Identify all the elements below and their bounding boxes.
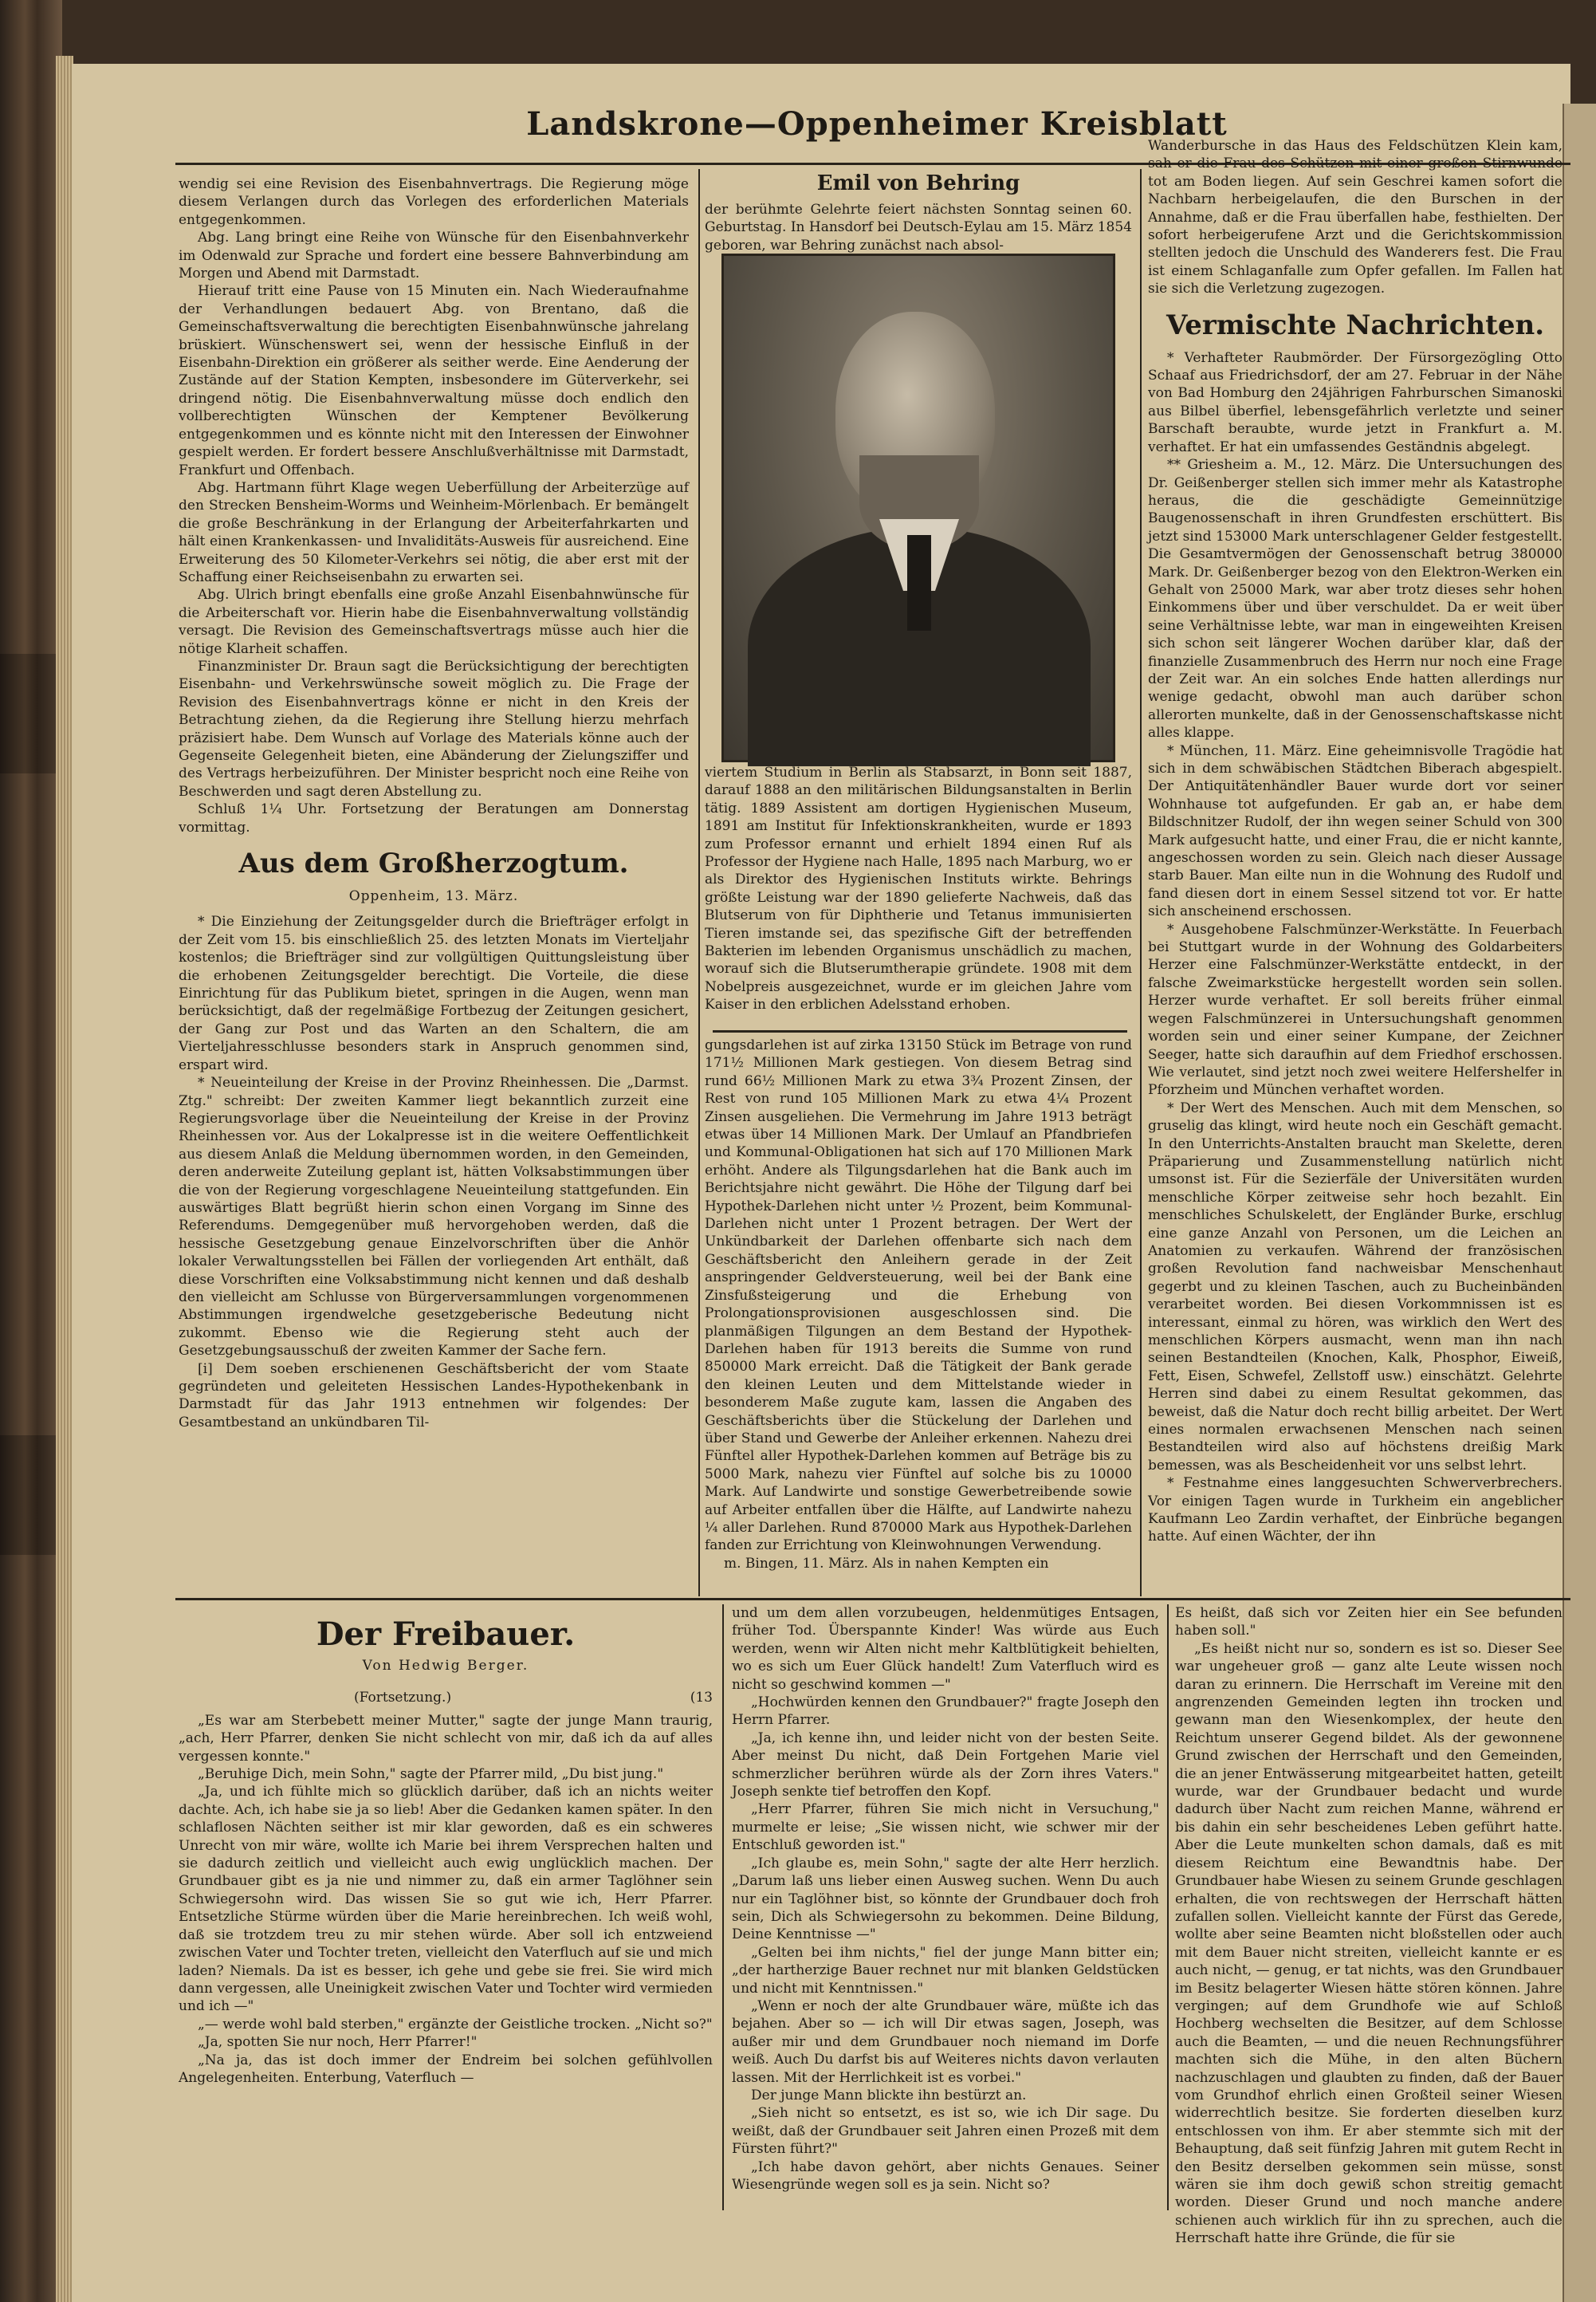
portrait-photo [721,254,1115,762]
news-item: * Festnahme eines langgesuchten Schwerverbrechers. Vor einigen Tagen wurde in Turkheim ein angeblicher Kaufmann Leo Zardin verhaftet, der Einbrüche begangen hatte. Auf einen Wächter, der ihn [1148,1475,1563,1545]
column-rule [1140,169,1142,1596]
serial-column-middle [732,1604,1159,2226]
paragraph: und um dem allen vorzubeugen, heldenmütiges Entsagen, früher Tod. Überspannte Kinder! Was würde aus Euch werden, wenn wir Alten nicht mehr Kaltblütigkeit behielten, wo es sich um Euer Glück handelt! Zum Vaterfluch wird es nicht so geschwind kommen —" [732,1605,1159,1693]
paragraph: Wanderbursche in das Haus des Feldschützen Klein kam, sah er die Frau des Schützen mit einer großen Stirnwunde tot am Boden liegen. Auf sein Geschrei kamen sofort die Nachbarn herbeigelaufen, die den Burschen in der Annahme, daß er die Frau überfallen habe, festhielten. Der sofort herbeigerufene Arzt und die Gerichtskommission stellten jedoch die Unschuld des Wanderers fest. Die Frau ist einem Schlaganfalle zum Opfer gefallen. Im Fallen hat sie sich die Verletzung zugezogen. [1148,138,1563,297]
paragraph: Schluß 1¼ Uhr. Fortsetzung der Beratungen am Donnerstag vormittag. [179,801,689,836]
column-rule [1167,1604,1169,2210]
paragraph: * Neueinteilung der Kreise in der Provinz Rheinhessen. Die „Darmst. Ztg." schreibt: Der zweiten Kammer liegt bekanntlich zurzeit eine Regierungsvorlage über die Neueinteilung der Kreise in der Provinz Rheinhessen vor. Aus der Lokalpresse ist in die weitere Oeffentlichkeit aus diesem Anlaß die Meldung übernommen worden, in den Gemeinden, deren anderweite Zuteilung geplant ist, hätten Volksabstimmungen über die von der Regierung vorgeschlagene Neueinteilung stattgefunden. Ein auswärtiges Blatt begrüßt hierin schon einen Vorgang im Sinne des Referendums. Demgegenüber muß hervorgehoben werden, daß die hessische Gesetzgebung genaue Einzelvorschriften über die Anhör lokaler Verwaltungsstellen bei Fällen der vorliegenden Art enthält, daß diese Vorschriften eine Volksabstimmung nicht kennen und daß deshalb den vielleicht am Schlusse von Bürgerversammlungen vorgenommenen Abstimmungen irgendwelche gesetzgeberische Bedeutung nicht zukommt. Ebenso wie die Regierung steht auch der Gesetzgebungsausschuß der zweiten Kammer der Sache fern. [179,1075,689,1360]
section-rule [175,1598,1570,1600]
paragraph: m. Bingen, 11. März. Als in nahen Kempten ein [724,1555,1049,1572]
photo-tie [907,535,931,631]
column-middle-bio [705,764,1132,1027]
paragraph: „Ja, spotten Sie nur noch, Herr Pfarrer!" [198,2034,478,2051]
paragraph: wendig sei eine Revision des Eisenbahnvertrags. Die Regierung möge diesem Verlangen durch das Vorlegen des erforderlichen Materials entgegenkommen. [179,176,689,228]
paragraph: „Gelten bei ihm nichts," fiel der junge Mann bitter ein; „der hartherzige Bauer rechnet nur mit blanken Geldstücken und nicht mit Kenntnissen." [732,1944,1159,1997]
paragraph: viertem Studium in Berlin als Stabsarzt, in Bonn seit 1887, darauf 1888 an den militärischen Bildungsanstalten in Berlin tätig. 1889 Assistent am dortigen Hygienischen Museum, 1891 am Institut für Infektionskrankheiten, wurde er 1893 zum Professor ernannt und erhielt 1894 einen Ruf als Professor der Hygiene nach Halle, 1895 nach Marburg, wo er als Direktor des Hygienischen Instituts wirkte. Behrings größte Leistung war der 1890 gelieferte Nachweis, daß das Blutserum von für Diphtherie und Tetanus immunisierten Tieren imstande sei, das spezifische Gift der betreffenden Bakterien im lebenden Organismus unschädlich zu machen, worauf sich die Blutserumtherapie gründete. 1908 mit dem Nobelpreis ausgezeichnet, wurde er im gleichen Jahre vom Kaiser in den erblichen Adelsstand erhoben. [705,765,1132,1013]
news-item: * Ausgehobene Falschmünzer-Werkstätte. In Feuerbach bei Stuttgart wurde in der Wohnung des Goldarbeiters Herzer eine Falschmünzer-Werkstätte entdeckt, in der falsche Zweimarkstücke hergestellt worden sein sollen. Herzer wurde verhaftet. Er soll bereits früher einmal wegen Falschmünzerei in Untersuchungshaft genommen worden sein und einer seiner Kumpane, der Zeichner Seeger, hatte sich daraufhin auf dem Friedhof erschossen. Wie verlautet, sind jetzt noch zwei weitere Helfershelfer in Pforzheim und München verhaftet worden. [1148,921,1563,1099]
continuation-line [179,1689,713,1706]
paragraph: der berühmte Gelehrte feiert nächsten Sonntag seinen 60. Geburtstag. In Hansdorf bei Deutsch-Eylau am 15. März 1854 geboren, war Behring zunächst nach absol- [705,202,1132,254]
paragraph: „Beruhige Dich, mein Sohn," sagte der Pfarrer mild, „Du bist jung." [198,1766,664,1783]
column-middle-bottom [705,1037,1132,1593]
page-stack-edge [56,56,73,2302]
serial-column-right [1175,1604,1563,2247]
paragraph: „Hochwürden kennen den Grundbauer?" fragte Joseph den Herrn Pfarrer. [732,1694,1159,1729]
article-heading: Emil von Behring [816,171,1020,195]
paragraph: gungsdarlehen ist auf zirka 13150 Stück im Betrage von rund 171½ Millionen Mark gestiegen. Von diesem Betrag sind rund 66½ Millionen Mark zu etwa 3¾ Prozent Zinsen, der Rest von rund 105 Millionen Mark zu etwa 4¼ Prozent Zinsen ausgeliehen. Die Vermehrung im Jahre 1913 beträgt etwas über 14 Millionen Mark. Der Umlauf an Pfandbriefen und Kommunal-Obligationen hat sich auf 170 Millionen Mark erhöht. Andere als Tilgungsdarlehen hat die Bank auch im Berichtsjahre nicht gewährt. Die Höhe der Tilgung darf bei Hypothek-Darlehen nicht unter ½ Prozent, beim Kommunal-Darlehen nicht unter 1 Prozent betragen. Der Wert der Unkündbarkeit der Darlehen offenbarte sich nach dem Geschäftsbericht den Anleihern gerade in der Zeit anspringender Geldversteuerung, weil bei der Bank eine Zinsfußsteigerung und die Erhebung von Prolongationsprovisionen ausgeschlossen sind. Die planmäßigen Tilgungen an dem Bestand der Hypothek-Darlehen haben für 1913 bereits die Summe von rund 850000 Mark erreicht. Daß die Tätigkeit der Bank gerade den kleinen Leuten und dem Mittelstande wieder in besonderem Maße zugute kam, lassen die Angaben des Geschäftsberichts über die Stückelung der Darlehen und über Stand und Gewerbe der Anleiher erkennen. Nahezu drei Fünftel aller Hypothek-Darlehen kommen auf Beträge bis zu 5000 Mark, nahezu vier Fünftel auf solche bis zu 10000 Mark. Auf Landwirte und sonstige Gewerbetreibende sowie auf Arbeiter entfallen über die Hälfte, auf Landwirte nahezu ¼ aller Darlehen. Rund 870000 Mark aus Hypothek-Darlehen fanden zur Errichtung von Kleinwohnungen Verwendung. [705,1037,1132,1554]
book-binding [0,0,62,2302]
paragraph: „Ja, und ich fühlte mich so glücklich darüber, daß ich an nichts weiter dachte. Ach, ich habe sie ja so lieb! Aber die Gedanken kamen später. In den schlaflosen Nächten seither ist mir klar geworden, daß es ein schweres Unrecht von mir wäre, wollte ich Marie bei ihrem Versprechen halten und sie dadurch zeitlich und vielleicht auch ewig unglücklich machen. Der Grundbauer gibt es ja nie und nimmer zu, daß ein armer Taglöhner sein Schwiegersohn wird. Das wissen Sie so gut wie ich, Herr Pfarrer. Entsetzliche Stürme würden über die Marie hereinbrechen. Ich weiß wohl, daß sie trotzdem treu zu mir stehen würde. Aber soll ich entzweiend zwischen Vater und Tochter treten, vielleicht den Vaterfluch auf sie und mich laden? Niemals. Da ist es besser, ich gehe und gebe sie frei. Sie wird mich dann vergessen, alle Uneinigkeit zwischen Vater und Tochter wird vermieden und ich —" [179,1784,713,2015]
section-heading: Vermischte Nachrichten. [1166,309,1545,341]
column-middle-top [705,169,1132,257]
news-item: ** Griesheim a. M., 12. März. Die Untersuchungen des Dr. Geißenberger stellen sich immer mehr als Katastrophe heraus, die die geschädigte Gemeinnützige Baugenossenschaft in ihren Grundfesten erschüttert. Bis jetzt sind 153000 Mark unterschlagener Gelder festgestellt. Die Gesamtvermögen der Genossenschaft betrug 380000 Mark. Dr. Geißenberger bezog von den Elektron-Werken ein Gehalt von 25000 Mark, war aber trotz dieses sehr hohen Einkommens über und über verschuldet. Da er weit über seine Verhältnisse lebte, war man in eingeweihten Kreisen sich schon seit längerer Wochen darüber klar, daß der finanzielle Zusammenbruch des Herrn nur noch eine Frage der Zeit war. An ein solches Ende hatten allerdings nur wenige gedacht, obwohl man auch darüber schon allerorten munkelte, daß in der Genossenschaftskasse nicht alles klappe. [1148,457,1563,742]
column-rule [698,169,700,1596]
paragraph: „Es heißt nicht nur so, sondern es ist so. Dieser See war ungeheuer groß — ganz alte Leute wissen noch daran zu erinnern. Die Herrschaft im Vereine mit den angrenzenden Gemeinden legten ihn trocken und gewann man den Wiesenkomplex, der heute den Reichtum unserer Gegend bildet. Als der gewonnene Grund zwischen der Herrschaft und den Gemeinden, die an jener Entwässerung mitgearbeitet hatten, geteilt wurde, war der Grundbauer bedacht und wurde dadurch über Nacht zum reichen Manne, während er bis dahin ein sehr bescheidenes Leben geführt hatte. Aber die Leute munkelten schon damals, daß es mit diesem Reichtum eine Bewandtnis habe. Der Grundbauer habe Wiesen zu seinem Grunde geschlagen erhalten, die von rechtswegen der Herrschaft hätten zufallen sollen. Vielleicht kannte der Fürst das Gerede, wollte aber seine Beamten nicht bloßstellen oder auch mit dem Bauer nicht streiten, vielleicht kannte er es auch nicht, — genug, er tat nichts, was den Grundbauer im Besitz belagerter Wiesen hätte stören können. Jahre vergingen; auf dem Grundhofe wie auf Schloß Hochberg wechselten die Besitzer, auf dem Schlosse auch die Beamten, — und die neuen Rechnungsführer machten sich die Mühe, in den alten Büchern nachzuschlagen und glaubten zu finden, daß der Bauer vom Grundhof ehrlich einen Großteil seiner Wiesen widerrechtlich besitze. Sie forderten dieselben kurz entschlossen von ihm. Er aber stemmte sich mit der Behauptung, daß seit fünfzig Jahren mit gutem Recht in den Besitz derselben gekommen sein müsse, sonst wären sie ihm doch gewiß schon streitig gemacht worden. Dieser Grund und noch manche andere schienen auch wirklich für ihn zu sprechen, auch die Herrschaft hatte ihre Gründe, die für sie [1175,1640,1563,2247]
paragraph: „Sieh nicht so entsetzt, es ist so, wie ich Dir sage. Du weißt, daß der Grundbauer seit Jahren einen Prozeß mit dem Fürsten führt?" [732,2105,1159,2158]
paragraph: Es heißt, daß sich vor Zeiten hier ein See befunden haben soll." [1175,1605,1563,1639]
paragraph: „Na ja, das ist doch immer der Endreim bei solchen gefühlvollen Angelegenheiten. Enterbung, Vaterfluch — [179,2052,713,2086]
paragraph: „— werde wohl bald sterben," ergänzte der Geistliche trocken. „Nicht so?" [198,2016,713,2032]
episode-number: (13 [690,1690,713,1706]
news-item: * Verhafteter Raubmörder. Der Fürsorgezögling Otto Schaaf aus Friedrichsdorf, der am 27. Februar in der Nähe von Bad Homburg den 24jährigen Fahrburschen Simanoski aus Bilbel überfiel, lebensgefährlich verletzte und seiner Barschaft beraubte, wurde jetzt in Frankfurt a. M. verhaftet. Er hat ein umfassendes Geständnis abgelegt. [1148,349,1563,455]
news-item: * München, 11. März. Eine geheimnisvolle Tragödie hat sich in dem schwäbischen Städtchen Biberach abgespielt. Der Antiquitätenhändler Bauer wurde dort vor seiner Wohnhause tot aufgefunden. Er gab an, er habe dem Bildschnitzer Rudolf, der ihn wegen seiner Schuld von 300 Mark aufgesucht hatte, und einer Frau, die er nicht kannte, angeschossen worden zu sein. Gleich nach dieser Aussage starb Bauer. Man eilte nun in die Wohnung des Rudolf und fand diesen dort in einem Sessel sitzend tot vor. Er hatte sich anscheinend erschossen. [1148,742,1563,920]
serial-title: Der Freibauer. [316,1615,576,1653]
dateline: Oppenheim, 13. März. [348,888,519,905]
paragraph: „Herr Pfarrer, führen Sie mich nicht in Versuchung," murmelte er leise; „Sie wissen nicht, wie schwer mir der Entschluß geworden ist." [732,1801,1159,1854]
news-item: * Der Wert des Menschen. Auch mit dem Menschen, so gruselig das klingt, wird heute noch ein Geschäft gemacht. In den Unterrichts-Anstalten braucht man Skelette, deren Präparierung und Zusammenstellung natürlich nicht umsonst ist. Für die Sezierfäle der Universitäten wurden menschliche Körper zeitweise sehr hoch bezahlt. Ein menschliches Schulskelett, der Engländer Burke, erschlug eine ganze Anzahl von Personen, um die Leichen an Anatomien zu verkaufen. Während der französischen großen Revolution fand nachweisbar Menschenhaut gegerbt und zu kleinen Taschen, auch zu Bucheinbänden verarbeitet worden. Bei diesen Vorkommnissen ist es interessant, einmal zu hören, was wirklich den Wert des menschlichen Körpers ausmacht, wenn man ihn nach seinen Bestandteilen (Knochen, Kalk, Phosphor, Eiweiß, Fett, Eisen, Schwefel, Zellstoff usw.) einschätzt. Gelehrte Herren sind dabei zu einem Resultat gekommen, das beweist, daß die Natur doch recht billig arbeitet. Der Wert eines normalen erwachsenen Menschen nach seinen Bestandteilen wird also auf höchstens dreißig Mark bemessen, was als Bescheidenheit vor uns selbst lehrt. [1148,1100,1563,1474]
section-heading: Aus dem Großherzogtum. [238,848,629,880]
paragraph: Hierauf tritt eine Pause von 15 Minuten ein. Nach Wiederaufnahme der Verhandlungen bedauert Abg. von Brentano, daß die Gemeinschaftsverwaltung die berechtigten Eisenbahnwünsche jahrelang brüskiert. Wünschenswert sei, wenn der hessische Einfluß in der Eisenbahn-Direktion ein größerer als seither werde. Eine Aenderung der Zustände auf der Station Kempten, insbesondere im Güterverkehr, sei dringend nötig. Die Eisenbahnverwaltung müsse doch endlich den vollberechtigten Wünschen der Kemptener Bevölkerung entgegenkommen und es könnte nicht mit den Interessen der Einwohner gespielt werden. Er fordert bessere Anschlußverhältnisse mit Darmstadt, Frankfurt und Offenbach. [179,283,689,478]
serial-byline: Von Hedwig Berger. [362,1658,529,1674]
masthead: Landskrone—Oppenheimer Kreisblatt [526,105,1228,143]
binding-band [0,654,62,773]
paragraph: „Es war am Sterbebett meiner Mutter," sagte der junge Mann traurig, „ach, Herr Pfarrer, denken Sie nicht schlecht von mir, daß ich da auf alles vergessen konnte." [179,1712,713,1765]
column-right [1148,137,1563,1593]
paragraph: Finanzminister Dr. Braun sagt die Berücksichtigung der berechtigten Eisenbahn- und Verkehrswünsche soweit möglich zu. Die Frage der Revision des Eisenbahnvertrags könne er nicht in den Kreis der Betrachtung ziehen, da die Regierung ihre Stellung hierzu mehrfach präzisiert habe. Dem Wunsch auf Vorlage des Materials könne auch der Gegenseite Gelegenheit bieten, eine Abänderung der Zielungsziffer und des Vertrags herbeizuführen. Der Minister bespricht noch eine Reihe von Beschwerden und sagt deren Abstellung zu. [179,658,689,800]
serial-column-left [179,1604,713,2226]
column-rule [722,1604,724,2210]
paragraph: * Die Einziehung der Zeitungsgelder durch die Briefträger erfolgt in der Zeit vom 15. bis einschließlich 25. des letzten Monats im Vierteljahr kostenlos; die Briefträger sind zur vollgültigen Quittungsleistung über die erhobenen Zeitungsgelder berechtigt. Die Vorteile, die diese Einrichtung für das Publikum bietet, springen in die Augen, wenn man berücksichtigt, daß der regelmäßige Fortbezug der Zeitungen gesichert, der Gang zur Post und das Warten an den Schaltern, die am Vierteljahresschlusse besonders stark in Anspruch genommen sind, erspart wird. [179,914,689,1073]
paragraph: Abg. Ulrich bringt ebenfalls eine große Anzahl Eisenbahnwünsche für die Arbeiterschaft vor. Hierin habe die Eisenbahnverwaltung vollständig versagt. Die Revision des Gemeinschaftsvertrags müsse auch hier die nötige Klarheit schaffen. [179,587,689,657]
paragraph: „Ich glaube es, mein Sohn," sagte der alte Herr herzlich. „Darum laß uns lieber einen Ausweg suchen. Wenn Du auch nur ein Taglöhner bist, so könnte der Grundbauer doch froh sein, Dich als Schwiegersohn zu bekommen. Deine Bildung, Deine Kenntnisse —" [732,1855,1159,1943]
paragraph: Abg. Hartmann führt Klage wegen Ueberfüllung der Arbeiterzüge auf den Strecken Bensheim-Worms und Weinheim-Mörlenbach. Er bemängelt die große Beschränkung in der Erlangung der Arbeiterfahrkarten und hält einen Krankenkassen- und Invaliditäts-Ausweis für ausreichend. Eine Erweiterung des 50 Kilometer-Verkehrs sei nötig, die aber erst mit der Schaffung einer Reichseisenbahn zu erwarten sei. [179,479,689,585]
adjacent-page-edge [1563,104,1596,2302]
column-left [179,175,689,1593]
article-rule [713,1030,1127,1033]
continuation-label: (Fortsetzung.) [354,1690,452,1706]
paragraph: [i] Dem soeben erschienenen Geschäftsbericht der vom Staate gegründeten und geleiteten Hessischen Landes-Hypothekenbank in Darmstadt für das Jahr 1913 entnehmen wir folgendes: Der Gesamtbestand an unkündbaren Til- [179,1360,689,1430]
paragraph: „Ja, ich kenne ihn, und leider nicht von der besten Seite. Aber meinst Du nicht, daß Dein Fortgehen Marie viel schmerzlicher berühren würde als der Zorn ihres Vaters." Joseph senkte tief betroffen den Kopf. [732,1729,1159,1800]
paragraph: Abg. Lang bringt eine Reihe von Wünsche für den Eisenbahnverkehr im Odenwald zur Sprache und fordert eine bessere Bahnverbindung am Morgen und Abend mit Darmstadt. [179,230,689,282]
binding-band [0,1435,62,1555]
paragraph: Der junge Mann blickte ihn bestürzt an. [751,2087,1027,2103]
paragraph: „Wenn er noch der alte Grundbauer wäre, müßte ich das bejahen. Aber so — ich will Dir etwas sagen, Joseph, was außer mir und dem Grundbauer noch niemand im Dorfe weiß. Auch Du darfst bis auf Weiteres nichts davon verlauten lassen. Mit der Herrlichkeit ist es vorbei." [732,1997,1159,2086]
paragraph: „Ich habe davon gehört, aber nichts Genaues. Seiner Wiesengründe wegen soll es ja sein. Nicht so? [732,2158,1159,2193]
